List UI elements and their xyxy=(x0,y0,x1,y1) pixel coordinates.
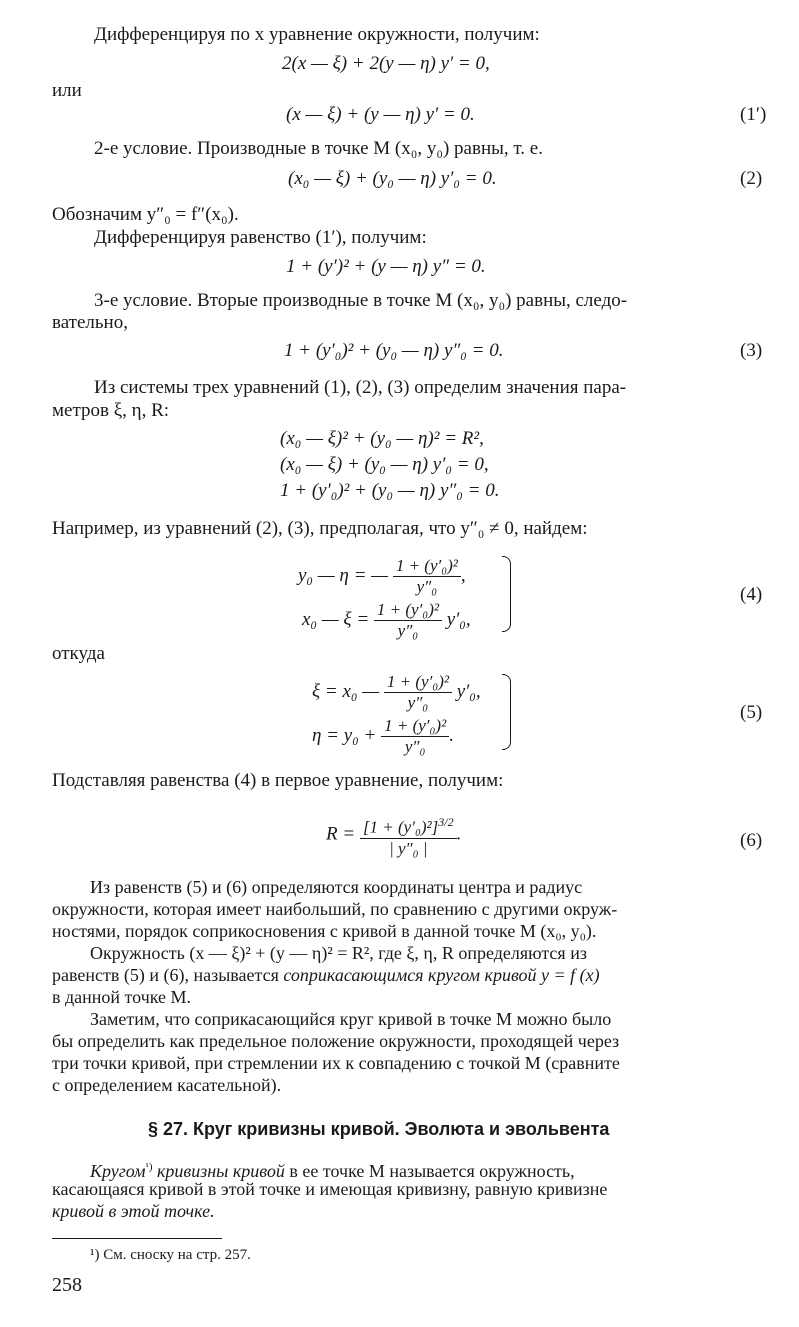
text-line: Заметим, что соприкасающийся круг кривой в точке M можно было xyxy=(90,1009,612,1029)
footnote-rule xyxy=(52,1238,222,1239)
equation-number: (3) xyxy=(740,340,763,361)
equation: 1 + (y′)² + (y — η) y″ = 0. xyxy=(286,256,486,277)
footnote-mark: ¹) xyxy=(145,1161,153,1173)
fraction xyxy=(360,812,457,859)
text-line: Дифференцируя по x уравнение окружности, получим: xyxy=(94,24,540,45)
equation-2: (x₀ — ξ) + (y₀ — η) y′₀ = 0. xyxy=(288,168,497,189)
tail: y′₀, xyxy=(456,680,481,702)
text-line: откуда xyxy=(52,643,105,664)
equation-number: (2) xyxy=(740,168,763,189)
exponent: 3/2 xyxy=(438,815,454,829)
text-line: три точки кривой, при стремлении их к совпадению с точкой M (сравните xyxy=(52,1053,620,1073)
equation-5b: η = y₀ + $\frac{\text{1 + (y′₀)²}}{\text{y″₀}}$ . xyxy=(312,716,454,756)
footnote: ¹) См. сноску на стр. 257. xyxy=(90,1247,251,1263)
equation-4a: y₀ — η = — $\frac{\text{1 + (y′₀)²}}{\text{y″₀}}$ , xyxy=(298,556,466,596)
text-line: Подставляя равенства (4) в первое уравнение, получим: xyxy=(52,770,504,791)
text-line: с определением касательной). xyxy=(52,1075,282,1095)
equation-number: (5) xyxy=(740,702,763,723)
text-line: Обозначим y″₀ = f″(x₀). xyxy=(52,204,239,225)
system-eq-1: (x₀ — ξ)² + (y₀ — η)² = R², xyxy=(280,428,484,449)
term: соприкасающимся кругом кривой y = f (x) xyxy=(283,965,600,985)
numerator: 1 + (y′₀)² xyxy=(374,600,442,621)
text-line: Из равенств (5) и (6) определяются координаты центра и радиус xyxy=(90,877,583,897)
text-line: в данной точке M. xyxy=(52,987,192,1007)
right-brace xyxy=(502,556,511,632)
numerator: 1 + (y′₀)² xyxy=(393,556,461,577)
equation-5a xyxy=(312,672,481,713)
denominator: y″₀ xyxy=(397,621,419,640)
right-brace xyxy=(502,674,511,750)
text-line: ностями, порядок соприкосновения с кривой в данной точке M (x₀, y₀). xyxy=(52,921,597,941)
denominator: y″₀ xyxy=(404,737,426,756)
definition-line: касающаяся кривой в этой точке и имеющая кривизну, равную кривизне xyxy=(52,1179,608,1199)
equation-number: (6) xyxy=(740,830,763,851)
numerator: $[1 + (y'_0)^2]^{3/2}$ xyxy=(360,812,457,839)
fraction xyxy=(393,556,461,597)
equation-1-prime: (x — ξ) + (y — η) y′ = 0. xyxy=(286,104,475,125)
fraction xyxy=(384,672,452,713)
equation-number: (4) xyxy=(740,584,763,605)
text-line: вательно, xyxy=(52,312,128,333)
text-line: Из системы трех уравнений (1), (2), (3) определим значения пара- xyxy=(94,377,627,398)
definition-line: кривой в этой точке. xyxy=(52,1201,215,1221)
text-line: бы определить как предельное положение окружности, проходящей через xyxy=(52,1031,620,1051)
denominator: | y″₀ | xyxy=(389,838,428,858)
equation-number: (1′) xyxy=(740,104,767,125)
system-eq-2: (x₀ — ξ) + (y₀ — η) y′₀ = 0, xyxy=(280,454,489,475)
condition-2: 2-е условие. Производные в точке M (x₀, y₀) равны, т. е. xyxy=(94,138,543,159)
system-eq-3: 1 + (y′₀)² + (y₀ — η) y″₀ = 0. xyxy=(280,480,500,501)
equation: 2(x — ξ) + 2(y — η) y′ = 0, xyxy=(282,53,490,74)
numerator: 1 + (y′₀)² xyxy=(384,672,452,693)
tail: y′₀, xyxy=(446,608,471,630)
page-number: 258 xyxy=(52,1274,82,1296)
lhs: x₀ — ξ = xyxy=(302,608,370,630)
denominator: y″₀ xyxy=(416,577,438,596)
lhs: η = y₀ + xyxy=(312,724,377,746)
text-line: метров ξ, η, R: xyxy=(52,400,170,421)
definition-line: Кругом$^{^1)}$ кривизны кривой в ее точке M называется окружность, xyxy=(90,1161,575,1181)
text-line: Например, из уравнений (2), (3), предполагая, что y″₀ ≠ 0, найдем: xyxy=(52,518,588,539)
equation-3: 1 + (y′₀)² + (y₀ — η) y″₀ = 0. xyxy=(284,340,504,361)
text-line: или xyxy=(52,80,82,101)
lhs: ξ = x₀ — xyxy=(312,680,380,702)
section-heading: § 27. Круг кривизны кривой. Эволюта и эвольвента xyxy=(148,1119,610,1139)
numerator: 1 + (y′₀)² xyxy=(381,716,449,737)
text-line: окружности, которая имеет наибольший, по сравнению с другими окруж- xyxy=(52,899,618,919)
fraction xyxy=(374,600,442,641)
lhs: y₀ — η = — xyxy=(298,564,389,586)
lhs: R = xyxy=(326,823,356,845)
equation-6: R = $\frac{[1 + (y'_0)^2]^{3/2}}{\text{| y″₀ |}}$ . xyxy=(326,812,461,859)
fraction xyxy=(381,716,449,757)
text-line: Дифференцируя равенство (1′), получим: xyxy=(94,227,427,248)
text-line: Окружность (x — ξ)² + (y — η)² = R², где ξ, η, R определяются из xyxy=(90,943,587,963)
equation-4b xyxy=(302,600,471,641)
condition-3: 3-е условие. Вторые производные в точке M (x₀, y₀) равны, следо- xyxy=(94,290,628,311)
denominator: y″₀ xyxy=(407,693,429,712)
text-line: равенств (5) и (6), называется соприкасающимся кругом кривой y = f (x) xyxy=(52,965,600,985)
